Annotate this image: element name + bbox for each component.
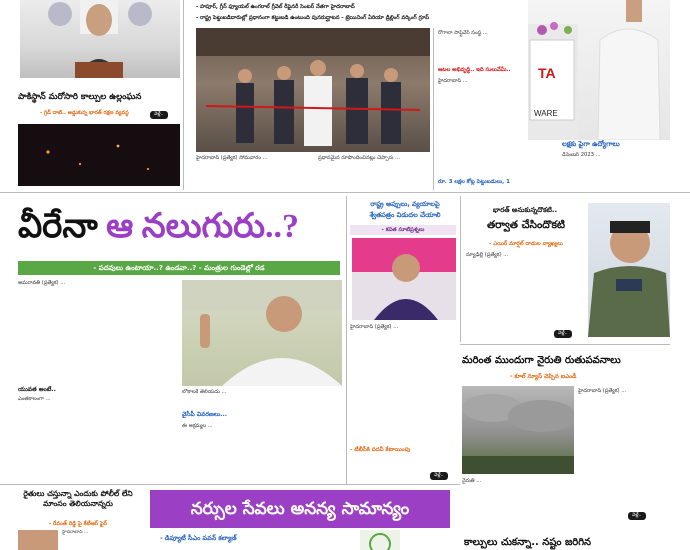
main-headline-part2: ఆ నలుగురు..? [106, 208, 300, 245]
weather-headline: మరింత ముందుగా నైరుతి రుతుపవనాలు [462, 355, 621, 366]
main-headline [18, 200, 348, 254]
more-badge[interactable]: వెళ్లే.. [628, 512, 646, 520]
weather-byline: - కూల్‌ న్యూస్‌ చెప్పిన ఐఎండీ [510, 374, 577, 380]
ribbon-cutting-photo [196, 28, 430, 152]
logo-sub: WARE [534, 109, 558, 118]
top-right-title2-body: డిసెంబర్‌ 2023 ... [562, 152, 601, 158]
air-byline: - ఎయిర్‌ మార్షల్‌ దాడుల వ్యాఖ్యలు [489, 241, 563, 247]
bottom-left-body: హైదరాబాద్‌ ... [62, 530, 89, 535]
kavitha-headline1: రాష్ట్ర అప్పులు, వ్యయాలపై [370, 200, 440, 208]
main-body-col1b: ఎంతకాలంగా ... [18, 396, 51, 402]
chandrababu-photo [182, 280, 342, 386]
top-center-line2: - రాష్ట్ర పెట్టుబడిదారుల్లో ప్రధానంగా కట్టుబడి ఉంటుంది పునరుద్ఘాటన - ట్రెయినింగ్‌ ఏరియా డ్రిల్లింగ్ వర్కింగ్‌ గ్రూప్‌ [196, 15, 430, 21]
kavitha-sub: - టీబీసీకి పదవీ కేటాయింపు [350, 447, 411, 453]
ktr-photo [18, 530, 58, 550]
clouds-photo [462, 386, 574, 474]
bottom-left-byline: - రేవంత్‌ రెడ్డి పై కేటీఆర్‌ ఫైర్ [48, 521, 108, 527]
main-subhead2: వైసీపీ వివరణలు... [182, 411, 228, 418]
kavitha-headline2: శ్వేతపత్రం విడుదల చేయాలి [369, 211, 441, 219]
bottom-left-headline: రైతులు చస్తున్నా ఎందుకు పోలీల్ లేని మాంసం తెలియనాన్నరు [23, 489, 133, 508]
top-right-title2: లక్షకు పైగా ఉద్యోగాలు [562, 140, 620, 148]
kavitha-photo [352, 238, 456, 320]
weather-body2: నైరుతి ... [462, 478, 482, 484]
top-right-subhead: ఆటల అభివృద్ధి.. ఇది సులువేమీ.. [438, 67, 511, 73]
night-sky-photo [18, 124, 180, 186]
main-body-col2: లోకాలకే తెలియదు ... [182, 389, 227, 395]
speaker-photo [528, 0, 670, 140]
bottom-right-headline: కాల్పులు చుకన్నా.. నష్టం జరిగిన [464, 537, 592, 548]
air-kicker: భారత్ అనుకున్నదొకటి.. [492, 206, 558, 214]
bottom-center-byline: - డిప్యూటీ సీఎం పవన్‌ కల్యాణ్‌ [160, 534, 237, 542]
air-body: న్యూఢిల్లీ (ప్రత్యేక) ... [466, 252, 509, 258]
pm-photo [20, 0, 180, 78]
bottom-center-headline: నర్సుల సేవలు అనన్య సామాన్యం [190, 499, 410, 519]
logo-text: TA [538, 65, 556, 81]
main-headline-part1: వీరేనా [18, 208, 98, 245]
top-left-headline: పాకిస్థాన్ మరోసారి కాల్పుల ఉల్లంఘన [18, 92, 142, 102]
more-badge[interactable]: వెళ్లే.. [554, 330, 572, 338]
top-left-byline: - గ్రిడ్‌ దాటి.. అడ్డుకున్న భారత్‌ రక్షణ వ్యవస్థ [40, 110, 129, 116]
weather-body: హైదరాబాద్‌ (ప్రత్యేక) ... [578, 388, 627, 394]
top-right-text: రోగాలా సాఫ్ట్‌వేర్‌ సంస్థ ... [438, 30, 488, 36]
top-center-caption: హైదరాబాద్‌ (ప్రత్యేక) సోమవారం ... [196, 155, 268, 161]
top-right-figure: రూ. 3 లక్షల కోట్ల పెట్టుబడులు, 1 [438, 179, 510, 185]
top-center-line1: - హపూర్‌, గ్రీన్ ఫ్యూయల్‌ ఉంగరాల్‌ గ్రీవెల్‌ రీఫైనరీ సెంటర్‌ నేతగా హైదరాబాద్‌ [196, 4, 355, 10]
seal-image [360, 530, 400, 550]
more-badge[interactable]: వెళ్లే.. [150, 111, 168, 119]
more-badge[interactable]: వెళ్లే.. [430, 472, 448, 480]
top-right-body: హైదరాబాద్‌ ... [438, 78, 468, 84]
kavitha-body: హైదరాబాద్‌ (ప్రత్యేక) ... [350, 324, 399, 330]
air-headline: తర్వాత చేసిందొకటి [486, 219, 566, 231]
main-body-col2b: ఈ అక్రమ్మల ... [182, 423, 213, 429]
main-strap: - పదవులు ఉంటాయా..? ఉండవా..? - మంత్రుల గుండెల్లో రడ [18, 261, 340, 275]
air-marshal-photo [588, 203, 670, 337]
kavitha-byline: - కవిత సూటిప్రశ్నలు [350, 225, 456, 235]
main-subhead: యువత అంటే.. [18, 386, 56, 393]
top-center-col2: ప్రధానమైన రూపొందించినట్లు చెప్పారు ... [318, 155, 401, 161]
main-body-col1: అమరావతి (ప్రత్యేక) ... [18, 280, 66, 286]
